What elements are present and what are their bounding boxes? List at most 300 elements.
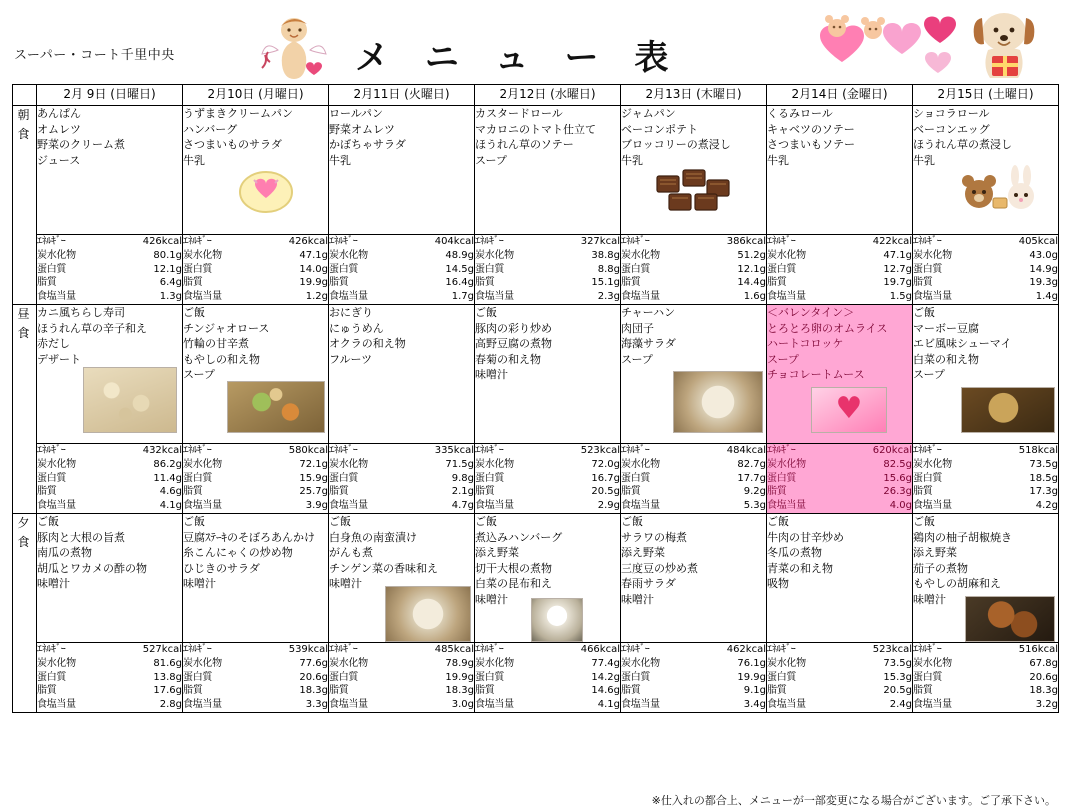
dish: にゅうめん bbox=[329, 321, 384, 335]
nutrition-cell-lunch-4 bbox=[621, 443, 767, 513]
dish: チャーハン bbox=[621, 305, 676, 319]
dish: マカロニのトマト仕立て bbox=[475, 122, 596, 136]
dish: 赤だし bbox=[37, 337, 70, 351]
page-title: メ ニ ュ ー 表 bbox=[355, 38, 681, 78]
dish: 牛乳 bbox=[329, 153, 351, 167]
nutrition-key: 脂質 bbox=[37, 486, 57, 498]
nutrition-key: 蛋白質 bbox=[183, 671, 213, 683]
nutrition-key: 蛋白質 bbox=[329, 671, 359, 683]
dish-cell-lunch-2 bbox=[329, 304, 475, 443]
nutrition-key: ｴﾈﾙｷﾞｰ bbox=[767, 236, 796, 247]
nutrition-value: 51.2g bbox=[737, 249, 766, 261]
nutrition-cell-dinner-3 bbox=[475, 642, 621, 712]
nutrition-key: 炭水化物 bbox=[475, 249, 514, 261]
day-header-5: 2月14日 (金曜日) bbox=[767, 85, 913, 106]
nutrition-value: 9.1g bbox=[743, 685, 766, 697]
nutrition-value: 404kcal bbox=[434, 236, 474, 247]
table-header-row bbox=[13, 85, 1059, 106]
nutrition-value: 432kcal bbox=[142, 444, 182, 456]
dish: ご飯 bbox=[37, 514, 59, 528]
nutrition-value: 20.6g bbox=[299, 671, 328, 683]
nutrition-key: ｴﾈﾙｷﾞｰ bbox=[621, 236, 650, 247]
nutrition-value: 16.7g bbox=[591, 472, 620, 484]
day-header-1: 2月10日 (月曜日) bbox=[183, 85, 329, 106]
dish-cell-dinner-0 bbox=[37, 513, 183, 642]
nutrition-cell-lunch-6 bbox=[913, 443, 1059, 513]
dish: 冬瓜の煮物 bbox=[767, 546, 822, 560]
nutrition-key: 炭水化物 bbox=[767, 657, 806, 669]
dish: 鶏肉の柚子胡椒焼き bbox=[913, 530, 1012, 544]
nutrition-value: 14.4g bbox=[737, 277, 766, 289]
dish: キャベツのソテー bbox=[767, 122, 855, 136]
dish: 牛肉の甘辛炒め bbox=[767, 530, 844, 544]
dish: 味噌汁 bbox=[913, 593, 946, 607]
nutrition-value: 71.5g bbox=[445, 458, 474, 470]
nutrition-key: ｴﾈﾙｷﾞｰ bbox=[183, 236, 212, 247]
dish-cell-breakfast-2 bbox=[329, 106, 475, 235]
nutrition-value: 20.5g bbox=[883, 685, 912, 697]
nutrition-key: ｴﾈﾙｷﾞｰ bbox=[621, 444, 650, 456]
nutrition-value: 86.2g bbox=[153, 458, 182, 470]
nutrition-value: 72.1g bbox=[299, 458, 328, 470]
nutrition-cell-dinner-2 bbox=[329, 642, 475, 712]
nutrition-value: 335kcal bbox=[434, 444, 474, 456]
nutrition-key: 炭水化物 bbox=[183, 657, 222, 669]
nutrition-value: 1.4g bbox=[1035, 291, 1058, 303]
dish-cell-lunch-6 bbox=[913, 304, 1059, 443]
dish-cell-lunch-0 bbox=[37, 304, 183, 443]
nutrition-key: ｴﾈﾙｷﾞｰ bbox=[37, 643, 66, 655]
dish: もやしの和え物 bbox=[183, 352, 260, 366]
lunch-dish-row bbox=[13, 304, 1059, 443]
nutrition-value: 3.3g bbox=[305, 699, 328, 711]
nutrition-cell-lunch-1 bbox=[183, 443, 329, 513]
heart-icon: ♥ bbox=[835, 390, 863, 426]
nutrition-value: 26.3g bbox=[883, 486, 912, 498]
corner-cell bbox=[13, 85, 37, 106]
dish: 青菜の和え物 bbox=[767, 561, 833, 575]
dish: さつまいもソテー bbox=[767, 138, 855, 152]
dish-cell-dinner-1 bbox=[183, 513, 329, 642]
nutrition-key: 炭水化物 bbox=[183, 458, 222, 470]
nutrition-key: ｴﾈﾙｷﾞｰ bbox=[329, 236, 358, 247]
nutrition-key: 食塩当量 bbox=[37, 699, 76, 711]
dish: 牛乳 bbox=[767, 153, 789, 167]
nutrition-value: 18.3g bbox=[445, 685, 474, 697]
nutrition-value: 484kcal bbox=[726, 444, 766, 456]
nutrition-key: 蛋白質 bbox=[37, 671, 67, 683]
nutrition-cell-lunch-3 bbox=[475, 443, 621, 513]
nutrition-key: 脂質 bbox=[183, 486, 203, 498]
nutrition-value: 20.6g bbox=[1029, 671, 1058, 683]
nutrition-key: ｴﾈﾙｷﾞｰ bbox=[183, 643, 212, 655]
nutrition-key: 脂質 bbox=[767, 486, 787, 498]
nutrition-key: 炭水化物 bbox=[913, 458, 952, 470]
dish: ご飯 bbox=[475, 305, 497, 319]
nutrition-value: 3.0g bbox=[451, 699, 474, 711]
dish: ご飯 bbox=[767, 514, 789, 528]
dish: ジャムパン bbox=[621, 107, 676, 120]
dish: 野菜オムレツ bbox=[329, 122, 395, 136]
nutrition-key: 蛋白質 bbox=[475, 263, 505, 275]
nutrition-key: 脂質 bbox=[913, 486, 933, 498]
nutrition-value: 19.9g bbox=[445, 671, 474, 683]
nutrition-key: 蛋白質 bbox=[475, 671, 505, 683]
nutrition-value: 11.4g bbox=[153, 472, 182, 484]
dish-cell-dinner-6 bbox=[913, 513, 1059, 642]
nutrition-key: 蛋白質 bbox=[621, 472, 651, 484]
nutrition-key: ｴﾈﾙｷﾞｰ bbox=[329, 444, 358, 456]
nutrition-value: 14.5g bbox=[445, 263, 474, 275]
nutrition-value: 48.9g bbox=[445, 249, 474, 261]
nutrition-value: 2.4g bbox=[889, 699, 912, 711]
dish: ご飯 bbox=[183, 514, 205, 528]
dish: 春雨サラダ bbox=[621, 577, 676, 591]
nutrition-key: 蛋白質 bbox=[621, 263, 651, 275]
dish: 吸物 bbox=[767, 577, 789, 591]
nutrition-value: 14.2g bbox=[591, 671, 620, 683]
nutrition-key: 炭水化物 bbox=[475, 657, 514, 669]
nutrition-key: 食塩当量 bbox=[183, 500, 222, 512]
dish-cell-breakfast-1 bbox=[183, 106, 329, 235]
nutrition-key: 食塩当量 bbox=[767, 500, 806, 512]
nutrition-key: 食塩当量 bbox=[329, 500, 368, 512]
dish: オムレツ bbox=[37, 122, 81, 136]
nutrition-key: 炭水化物 bbox=[621, 249, 660, 261]
dish: スープ bbox=[183, 368, 215, 382]
nutrition-key: ｴﾈﾙｷﾞｰ bbox=[767, 444, 796, 456]
dish: ほうれん草の辛子和え bbox=[37, 321, 147, 335]
nutrition-value: 18.3g bbox=[299, 685, 328, 697]
nutrition-value: 462kcal bbox=[726, 643, 766, 655]
nutrition-key: 脂質 bbox=[767, 277, 787, 289]
nutrition-key: 蛋白質 bbox=[913, 472, 943, 484]
nutrition-value: 16.4g bbox=[445, 277, 474, 289]
nutrition-key: ｴﾈﾙｷﾞｰ bbox=[913, 643, 942, 655]
meal-label-lunch bbox=[13, 304, 37, 513]
dish-cell-lunch-3 bbox=[475, 304, 621, 443]
nutrition-value: 386kcal bbox=[726, 236, 766, 247]
nutrition-key: 食塩当量 bbox=[475, 699, 514, 711]
dish: 白身魚の南蛮漬け bbox=[329, 530, 417, 544]
nutrition-key: 食塩当量 bbox=[767, 291, 806, 303]
dish: チョコレートムース bbox=[767, 368, 865, 382]
bear-rabbit-illustration bbox=[953, 164, 1049, 218]
nutrition-value: 17.7g bbox=[737, 472, 766, 484]
dish-cell-breakfast-5 bbox=[767, 106, 913, 235]
dish: 味噌汁 bbox=[37, 577, 70, 591]
breakfast-nutrition-row bbox=[13, 235, 1059, 305]
dish-cell-dinner-2 bbox=[329, 513, 475, 642]
dish-cell-dinner-4 bbox=[621, 513, 767, 642]
nutrition-key: 食塩当量 bbox=[183, 291, 222, 303]
nutrition-value: 523kcal bbox=[872, 643, 912, 655]
nutrition-value: 2.8g bbox=[159, 699, 182, 711]
dish: ロールパン bbox=[329, 107, 384, 120]
nutrition-value: 3.2g bbox=[1035, 699, 1058, 711]
dish: 豚肉と大根の旨煮 bbox=[37, 530, 125, 544]
nutrition-value: 4.0g bbox=[889, 500, 912, 512]
nutrition-key: 蛋白質 bbox=[767, 671, 797, 683]
nutrition-key: 脂質 bbox=[621, 685, 641, 697]
dish: スープ bbox=[475, 153, 507, 167]
nutrition-value: 43.0g bbox=[1029, 249, 1058, 261]
nutrition-value: 2.9g bbox=[597, 500, 620, 512]
nutrition-key: 蛋白質 bbox=[37, 263, 67, 275]
dish-cell-dinner-5 bbox=[767, 513, 913, 642]
nutrition-key: 脂質 bbox=[183, 685, 203, 697]
dish: 茄子の煮物 bbox=[913, 561, 968, 575]
dish: エビ風味シューマイ bbox=[913, 337, 1012, 351]
nutrition-value: 25.7g bbox=[299, 486, 328, 498]
dish-cell-breakfast-0 bbox=[37, 106, 183, 235]
nutrition-key: ｴﾈﾙｷﾞｰ bbox=[475, 643, 504, 655]
nutrition-value: 405kcal bbox=[1018, 236, 1058, 247]
nutrition-key: 脂質 bbox=[621, 486, 641, 498]
dish: ハートコロッケ bbox=[767, 337, 844, 351]
nutrition-cell-lunch-5-valentine bbox=[767, 443, 913, 513]
dish: チンゲン菜の香味和え bbox=[329, 561, 439, 575]
dish: ご飯 bbox=[329, 514, 351, 528]
dish: オクラの和え物 bbox=[329, 337, 406, 351]
dish: チンジャオロース bbox=[183, 321, 270, 335]
nutrition-key: 脂質 bbox=[475, 685, 495, 697]
nutrition-value: 18.3g bbox=[1029, 685, 1058, 697]
chocolate-illustration bbox=[651, 164, 743, 216]
nutrition-key: 蛋白質 bbox=[37, 472, 67, 484]
nutrition-cell-lunch-2 bbox=[329, 443, 475, 513]
meal-label-dinner-char1: 夕 食 bbox=[17, 515, 32, 550]
dish: ご飯 bbox=[183, 305, 205, 319]
nutrition-value: 4.1g bbox=[159, 500, 182, 512]
nutrition-key: 食塩当量 bbox=[475, 291, 514, 303]
nutrition-key: ｴﾈﾙｷﾞｰ bbox=[767, 643, 796, 655]
nutrition-value: 4.2g bbox=[1035, 500, 1058, 512]
nutrition-cell-dinner-1 bbox=[183, 642, 329, 712]
food-photo bbox=[385, 586, 471, 642]
nutrition-cell-dinner-6 bbox=[913, 642, 1059, 712]
nutrition-cell-breakfast-6 bbox=[913, 235, 1059, 305]
nutrition-key: 脂質 bbox=[329, 277, 349, 289]
dish: ベーコンポテト bbox=[621, 122, 698, 136]
nutrition-value: 80.1g bbox=[153, 249, 182, 261]
nutrition-key: 脂質 bbox=[767, 685, 787, 697]
nutrition-value: 19.9g bbox=[299, 277, 328, 289]
nutrition-key: 蛋白質 bbox=[183, 263, 213, 275]
nutrition-value: 1.2g bbox=[305, 291, 328, 303]
nutrition-key: ｴﾈﾙｷﾞｰ bbox=[37, 236, 66, 247]
dish: ご飯 bbox=[621, 514, 643, 528]
nutrition-value: 466kcal bbox=[580, 643, 620, 655]
nutrition-key: 脂質 bbox=[913, 277, 933, 289]
dish: さつまいものサラダ bbox=[183, 138, 282, 152]
food-photo bbox=[965, 596, 1055, 642]
nutrition-key: 脂質 bbox=[475, 277, 495, 289]
nutrition-value: 15.1g bbox=[591, 277, 620, 289]
nutrition-value: 77.6g bbox=[299, 657, 328, 669]
hearts-illustration bbox=[790, 6, 970, 82]
nutrition-key: 蛋白質 bbox=[329, 472, 359, 484]
nutrition-value: 1.3g bbox=[159, 291, 182, 303]
nutrition-key: 食塩当量 bbox=[621, 291, 660, 303]
dish: もやしの胡麻和え bbox=[913, 577, 1001, 591]
heart-cookie-icon bbox=[237, 168, 295, 214]
meal-label-breakfast-char1: 朝 食 bbox=[17, 108, 32, 142]
nutrition-key: 蛋白質 bbox=[183, 472, 213, 484]
nutrition-value: 47.1g bbox=[299, 249, 328, 261]
menu-table bbox=[12, 84, 1059, 713]
nutrition-cell-breakfast-1 bbox=[183, 235, 329, 305]
nutrition-key: 炭水化物 bbox=[621, 657, 660, 669]
nutrition-value: 3.9g bbox=[305, 500, 328, 512]
nutrition-key: 脂質 bbox=[37, 277, 57, 289]
nutrition-key: 蛋白質 bbox=[475, 472, 505, 484]
nutrition-value: 14.0g bbox=[299, 263, 328, 275]
dish: スープ bbox=[621, 352, 653, 366]
dish: 胡瓜とワカメの酢の物 bbox=[37, 561, 147, 575]
nutrition-value: 9.8g bbox=[451, 472, 474, 484]
nutrition-key: 蛋白質 bbox=[329, 263, 359, 275]
dish-cell-breakfast-3 bbox=[475, 106, 621, 235]
dish: 添え野菜 bbox=[475, 546, 519, 560]
nutrition-value: 13.8g bbox=[153, 671, 182, 683]
nutrition-cell-dinner-4 bbox=[621, 642, 767, 712]
nutrition-value: 518kcal bbox=[1018, 444, 1058, 456]
nutrition-value: 1.6g bbox=[743, 291, 766, 303]
nutrition-key: ｴﾈﾙｷﾞｰ bbox=[475, 444, 504, 456]
nutrition-key: 炭水化物 bbox=[37, 249, 76, 261]
nutrition-key: 食塩当量 bbox=[913, 699, 952, 711]
nutrition-value: 15.3g bbox=[883, 671, 912, 683]
dish-cell-lunch-4 bbox=[621, 304, 767, 443]
nutrition-value: 17.3g bbox=[1029, 486, 1058, 498]
dish: 海藻サラダ bbox=[621, 337, 676, 351]
nutrition-value: 19.7g bbox=[883, 277, 912, 289]
nutrition-key: 食塩当量 bbox=[913, 500, 952, 512]
nutrition-cell-breakfast-3 bbox=[475, 235, 621, 305]
dish: 豆腐ｽﾃｰｷのそぼろあんかけ bbox=[183, 530, 315, 544]
day-header-4: 2月13日 (木曜日) bbox=[621, 85, 767, 106]
nutrition-key: 脂質 bbox=[475, 486, 495, 498]
dish: マーボー豆腐 bbox=[913, 321, 979, 335]
dish: デザート bbox=[37, 352, 81, 366]
day-header-3: 2月12日 (水曜日) bbox=[475, 85, 621, 106]
nutrition-value: 4.7g bbox=[451, 500, 474, 512]
nutrition-value: 73.5g bbox=[1029, 458, 1058, 470]
nutrition-value: 12.7g bbox=[883, 263, 912, 275]
nutrition-key: 炭水化物 bbox=[913, 657, 952, 669]
day-header-2: 2月11日 (火曜日) bbox=[329, 85, 475, 106]
nutrition-key: 食塩当量 bbox=[329, 699, 368, 711]
nutrition-value: 12.1g bbox=[153, 263, 182, 275]
dish: ハンバーグ bbox=[183, 122, 238, 136]
facility-name: スーパー・コート千里中央 bbox=[14, 48, 175, 63]
dish: 白菜の昆布和え bbox=[475, 577, 552, 591]
dish: ひじきのサラダ bbox=[183, 561, 260, 575]
dish: 南瓜の煮物 bbox=[37, 546, 92, 560]
nutrition-key: 食塩当量 bbox=[183, 699, 222, 711]
dish: サラワの梅煮 bbox=[621, 530, 687, 544]
nutrition-key: 脂質 bbox=[621, 277, 641, 289]
nutrition-value: 18.5g bbox=[1029, 472, 1058, 484]
dish: 切干大根の煮物 bbox=[475, 561, 552, 575]
food-photo-valentine bbox=[811, 387, 887, 433]
nutrition-cell-dinner-0 bbox=[37, 642, 183, 712]
nutrition-value: 1.7g bbox=[451, 291, 474, 303]
day-header-6: 2月15日 (土曜日) bbox=[913, 85, 1059, 106]
dish: 味噌汁 bbox=[329, 577, 362, 591]
nutrition-key: ｴﾈﾙｷﾞｰ bbox=[183, 444, 212, 456]
dish: フルーツ bbox=[329, 352, 373, 366]
dish: ほうれん草の煮浸し bbox=[913, 138, 1012, 152]
nutrition-value: 82.7g bbox=[737, 458, 766, 470]
nutrition-key: 脂質 bbox=[913, 685, 933, 697]
dish: スープ bbox=[913, 368, 945, 382]
nutrition-key: 食塩当量 bbox=[37, 500, 76, 512]
food-photo bbox=[531, 598, 583, 642]
nutrition-value: 73.5g bbox=[883, 657, 912, 669]
day-header-0: 2月 9日 (日曜日) bbox=[37, 85, 183, 106]
dish-cell-breakfast-4 bbox=[621, 106, 767, 235]
dish: 牛乳 bbox=[913, 153, 935, 167]
dish: 添え野菜 bbox=[913, 546, 957, 560]
nutrition-value: 82.5g bbox=[883, 458, 912, 470]
page-header bbox=[0, 0, 1070, 84]
nutrition-cell-breakfast-2 bbox=[329, 235, 475, 305]
nutrition-key: 蛋白質 bbox=[767, 263, 797, 275]
dish: 味噌汁 bbox=[183, 577, 216, 591]
nutrition-value: 426kcal bbox=[142, 236, 182, 247]
nutrition-value: 47.1g bbox=[883, 249, 912, 261]
nutrition-key: 炭水化物 bbox=[621, 458, 660, 470]
nutrition-key: 蛋白質 bbox=[913, 671, 943, 683]
nutrition-value: 2.3g bbox=[597, 291, 620, 303]
nutrition-value: 539kcal bbox=[288, 643, 328, 655]
meal-label-breakfast bbox=[13, 106, 37, 305]
nutrition-cell-lunch-0 bbox=[37, 443, 183, 513]
nutrition-cell-breakfast-4 bbox=[621, 235, 767, 305]
dish: 春菊の和え物 bbox=[475, 352, 541, 366]
food-photo bbox=[83, 367, 177, 433]
nutrition-value: 620kcal bbox=[872, 444, 912, 456]
nutrition-value: 8.8g bbox=[597, 263, 620, 275]
dish: スープ bbox=[767, 352, 799, 366]
dish: 味噌汁 bbox=[475, 593, 508, 607]
nutrition-value: 77.4g bbox=[591, 657, 620, 669]
nutrition-key: 脂質 bbox=[37, 685, 57, 697]
dish: 野菜のクリーム煮 bbox=[37, 138, 125, 152]
dish: くるみロール bbox=[767, 107, 833, 120]
food-photo bbox=[673, 371, 763, 433]
dish: 三度豆の炒め煮 bbox=[621, 561, 698, 575]
nutrition-value: 580kcal bbox=[288, 444, 328, 456]
nutrition-key: 脂質 bbox=[329, 685, 349, 697]
dinner-nutrition-row bbox=[13, 642, 1059, 712]
nutrition-key: ｴﾈﾙｷﾞｰ bbox=[475, 236, 504, 247]
dish: 豚肉の彩り炒め bbox=[475, 321, 552, 335]
dinner-dish-row bbox=[13, 513, 1059, 642]
dish-cell-dinner-3 bbox=[475, 513, 621, 642]
nutrition-key: ｴﾈﾙｷﾞｰ bbox=[913, 236, 942, 247]
nutrition-key: 食塩当量 bbox=[913, 291, 952, 303]
dish-cell-breakfast-6 bbox=[913, 106, 1059, 235]
nutrition-key: 脂質 bbox=[183, 277, 203, 289]
nutrition-value: 72.0g bbox=[591, 458, 620, 470]
dish-cell-lunch-1 bbox=[183, 304, 329, 443]
cupid-illustration bbox=[248, 10, 338, 82]
nutrition-value: 426kcal bbox=[288, 236, 328, 247]
nutrition-value: 20.5g bbox=[591, 486, 620, 498]
